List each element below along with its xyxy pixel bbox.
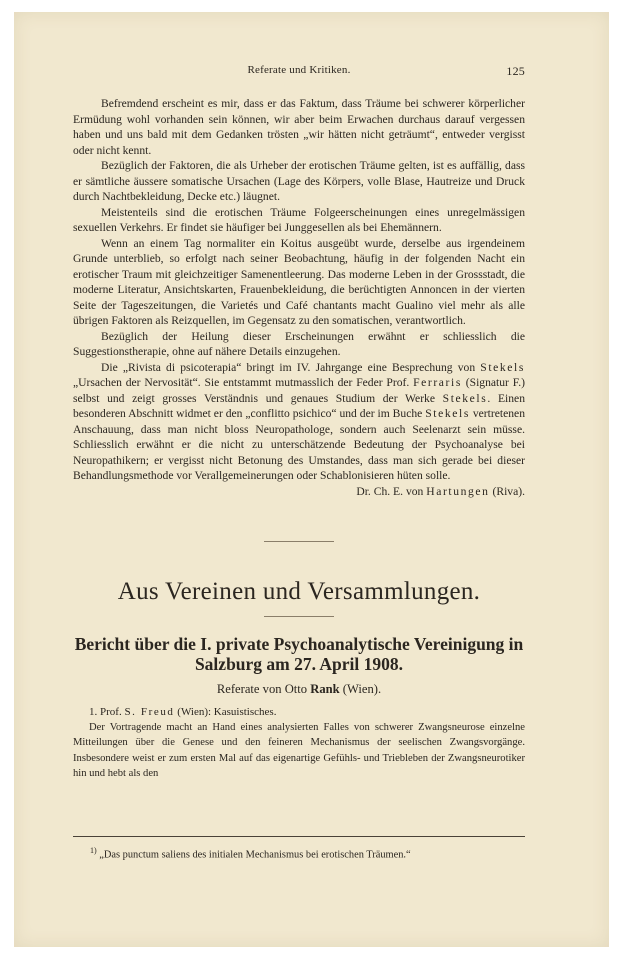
footnote-rule bbox=[73, 836, 525, 837]
item-title bbox=[73, 705, 525, 720]
footnote-marker: 1) bbox=[90, 846, 97, 855]
page-content bbox=[73, 64, 525, 782]
item-paragraph: Der Vortragende macht an Hand eines analysierten Falles von schwerer Zwangsneurose einzelne Mitteilungen über die Genese und den feineren Mechanismus der seelischen Zwangsvorgänge. Insbesondere weist er zum ersten Mal auf das eigenartige Gefühls- und Triebleben der Zwangsneurotiker hin und hebt als den bbox=[73, 722, 525, 780]
paragraph: Bezüglich der Faktoren, die als Urheber der erotischen Träume gelten, ist es auffällig, dass er sämtliche äussere somatische Ursachen (Lage des Körpers, volle Blase, Hautreize und Druck durch Nachtbekleidung, Decke etc.) läugnet. bbox=[73, 159, 525, 203]
report-heading: Bericht über die I. private Psychoanalytische Vereinigung in Salzburg am 27. April 1908. bbox=[74, 634, 524, 674]
text-run: Dr. Ch. E. von bbox=[356, 484, 427, 498]
footnote bbox=[90, 844, 520, 862]
text-run: vertretenen Anschauung, dass man nicht bloss Neuropathologe, sondern auch Seelenarzt sein müsse. Schliesslich erwähnt er die nicht zu unterschätzende Bedeutung der Psychoanalyse bei Neuropathikern; er vergisst nicht Betonung des Umstandes, dass man sich gerade bei dieser Behandlungsmethode vor Verallgemeinerungen oder Schablonisieren hüten solle. bbox=[73, 407, 526, 482]
review-body bbox=[73, 96, 525, 499]
speaker-name: S. Freud bbox=[124, 706, 175, 718]
author-name: Stekels bbox=[425, 407, 470, 420]
text-run: (Riva). bbox=[489, 484, 525, 498]
author-name: Stekels bbox=[480, 360, 525, 374]
paragraph: Meistenteils sind die erotischen Träume Folgeerscheinungen eines unregelmässigen sexuellen Verkehrs. Er findet sie häufiger bei Junggesellen als bei Ehemännern. bbox=[73, 205, 525, 234]
text-run: Referate von Otto bbox=[216, 682, 311, 696]
paragraph: Befremdend erscheint es mir, dass er das Faktum, dass Träume bei schwerer körperlicher Ermüdung wohl vorhanden sein können, wir aber beim Erwachen durchaus darauf vergessen haben und uns bald mit dem Gedanken trösten „wir hätten nicht geträumt“, entweder vergisst oder nicht kennt. bbox=[73, 97, 525, 157]
rivista-paragraph bbox=[73, 360, 525, 484]
section-heading: Aus Vereinen und Versammlungen. bbox=[117, 578, 481, 605]
heading-divider bbox=[264, 616, 334, 617]
byline bbox=[73, 682, 525, 697]
text-run: (Wien): Kasuistisches. bbox=[174, 706, 277, 718]
section-divider bbox=[264, 541, 334, 542]
running-title: Referate und Kritiken. bbox=[247, 64, 351, 76]
author-name: Ferraris bbox=[413, 376, 462, 389]
author-name: Rank bbox=[310, 682, 340, 696]
page-number: 125 bbox=[506, 64, 525, 78]
paragraph: Bezüglich der Heilung dieser Erscheinungen erwähnt er schliesslich die Suggestionstherapie, ohne auf nähere Details einzugehen. bbox=[73, 329, 525, 358]
text-run: 1. Prof. bbox=[89, 706, 125, 718]
text-run: (Wien). bbox=[339, 682, 382, 696]
text-run: (Signatur F.) selbst und zeigt grosses Verständnis und genaues Studium der Werke bbox=[73, 376, 525, 405]
running-head bbox=[73, 64, 525, 84]
author-name: Hartungen bbox=[426, 484, 490, 498]
review-signature bbox=[73, 484, 525, 500]
text-run: „Ursachen der Nervosität“. Sie entstammt mutmasslich der Feder Prof. bbox=[73, 376, 414, 389]
paragraph: Wenn an einem Tag normaliter ein Koitus ausgeübt wurde, derselbe aus irgendeinem Grunde unterblieb, so erfolgt nach seiner Beobachtung, häufig in der folgenden Nacht ein erotischer Traum mit gleichzeitiger Samenentleerung. Das moderne Leben in der Grossstadt, die moderne Literatur, Ansichtskarten, Frauenbekleidung, die berüchtigten Annoncen in der vierten Seite der Tageszeitungen, die Varietés und Café chantants macht Gualino viel mehr als alle übrigen Faktoren als Reizquellen, im Gegensatz zu den somatischen, verantwortlich. bbox=[73, 236, 525, 327]
text-run: Die „Rivista di psicoterapia“ bringt im IV. Jahrgange eine Besprechung von bbox=[101, 360, 481, 374]
author-name: Stekels bbox=[442, 391, 488, 405]
text-run: . Einen besonderen Abschnitt widmet er den „conflitto psichico“ und der im Buche bbox=[73, 391, 525, 420]
footnote-text: „Das punctum saliens des initialen Mechanismus bei erotischen Träumen.“ bbox=[99, 849, 411, 861]
